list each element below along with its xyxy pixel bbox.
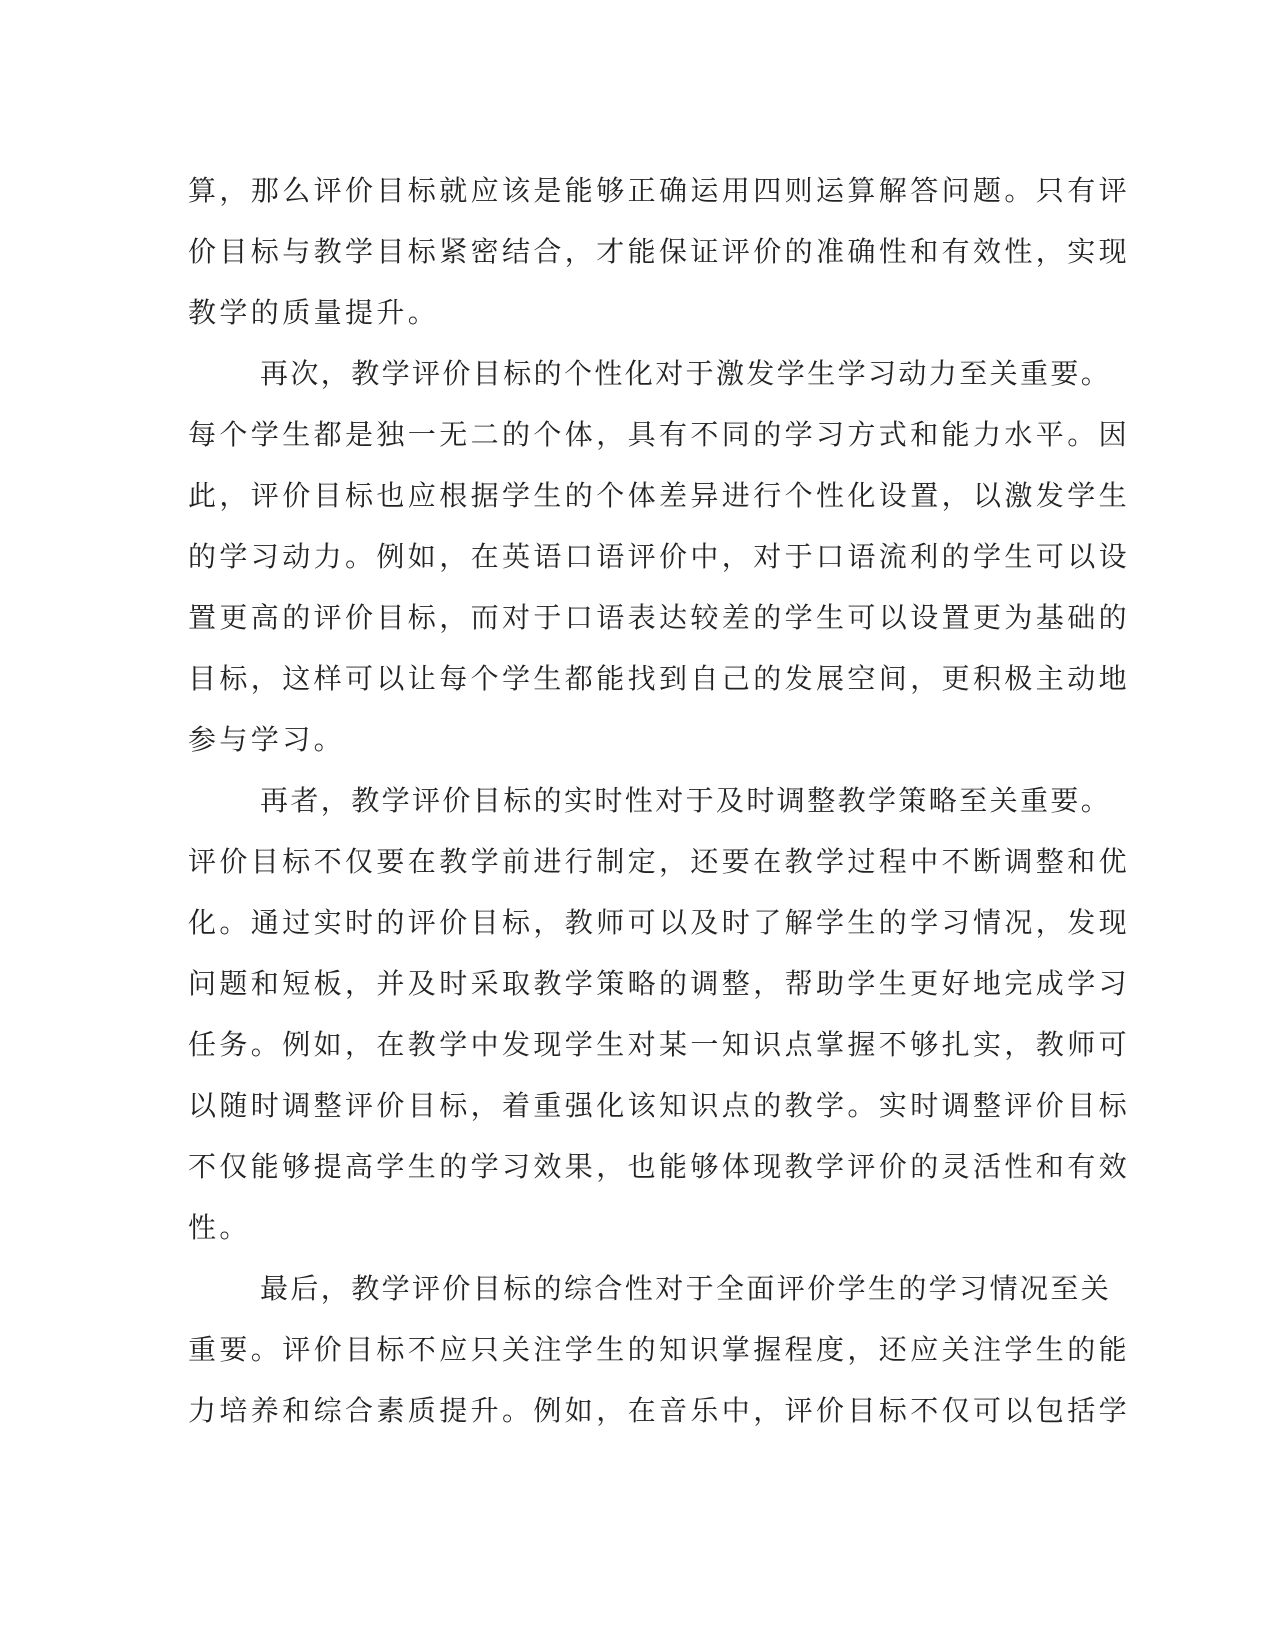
paragraph-start-line: 再次，教学评价目标的个性化对于激发学生学习动力至关重要。 bbox=[260, 357, 1112, 390]
text-line: 问题和短板，并及时采取教学策略的调整，帮助学生更好地完成学习 bbox=[188, 967, 1131, 1000]
text-line: 的学习动力。例如，在英语口语评价中，对于口语流利的学生可以设 bbox=[188, 540, 1131, 573]
paragraph-start-line: 最后，教学评价目标的综合性对于全面评价学生的学习情况至关 bbox=[260, 1272, 1112, 1305]
text-line: 力培养和综合素质提升。例如，在音乐中，评价目标不仅可以包括学 bbox=[188, 1394, 1131, 1427]
text-line: 任务。例如，在教学中发现学生对某一知识点掌握不够扎实，教师可 bbox=[188, 1028, 1131, 1061]
text-line: 以随时调整评价目标，着重强化该知识点的教学。实时调整评价目标 bbox=[188, 1089, 1131, 1122]
text-line: 重要。评价目标不应只关注学生的知识掌握程度，还应关注学生的能 bbox=[188, 1333, 1131, 1366]
text-line: 此，评价目标也应根据学生的个体差异进行个性化设置，以激发学生 bbox=[188, 479, 1131, 512]
paragraph-start-line: 再者，教学评价目标的实时性对于及时调整教学策略至关重要。 bbox=[260, 784, 1112, 817]
text-line: 教学的质量提升。 bbox=[188, 296, 440, 329]
text-line: 目标，这样可以让每个学生都能找到自己的发展空间，更积极主动地 bbox=[188, 662, 1131, 695]
text-line: 性。 bbox=[188, 1211, 251, 1244]
text-line: 价目标与教学目标紧密结合，才能保证评价的准确性和有效性，实现 bbox=[188, 235, 1131, 268]
text-line: 评价目标不仅要在教学前进行制定，还要在教学过程中不断调整和优 bbox=[188, 845, 1131, 878]
text-line: 参与学习。 bbox=[188, 723, 346, 756]
text-line: 不仅能够提高学生的学习效果，也能够体现教学评价的灵活性和有效 bbox=[188, 1150, 1131, 1183]
text-line: 化。通过实时的评价目标，教师可以及时了解学生的学习情况，发现 bbox=[188, 906, 1131, 939]
text-line: 置更高的评价目标，而对于口语表达较差的学生可以设置更为基础的 bbox=[188, 601, 1131, 634]
document-body bbox=[188, 160, 1131, 1441]
text-line: 每个学生都是独一无二的个体，具有不同的学习方式和能力水平。因 bbox=[188, 418, 1131, 451]
text-line: 算，那么评价目标就应该是能够正确运用四则运算解答问题。只有评 bbox=[188, 174, 1131, 207]
